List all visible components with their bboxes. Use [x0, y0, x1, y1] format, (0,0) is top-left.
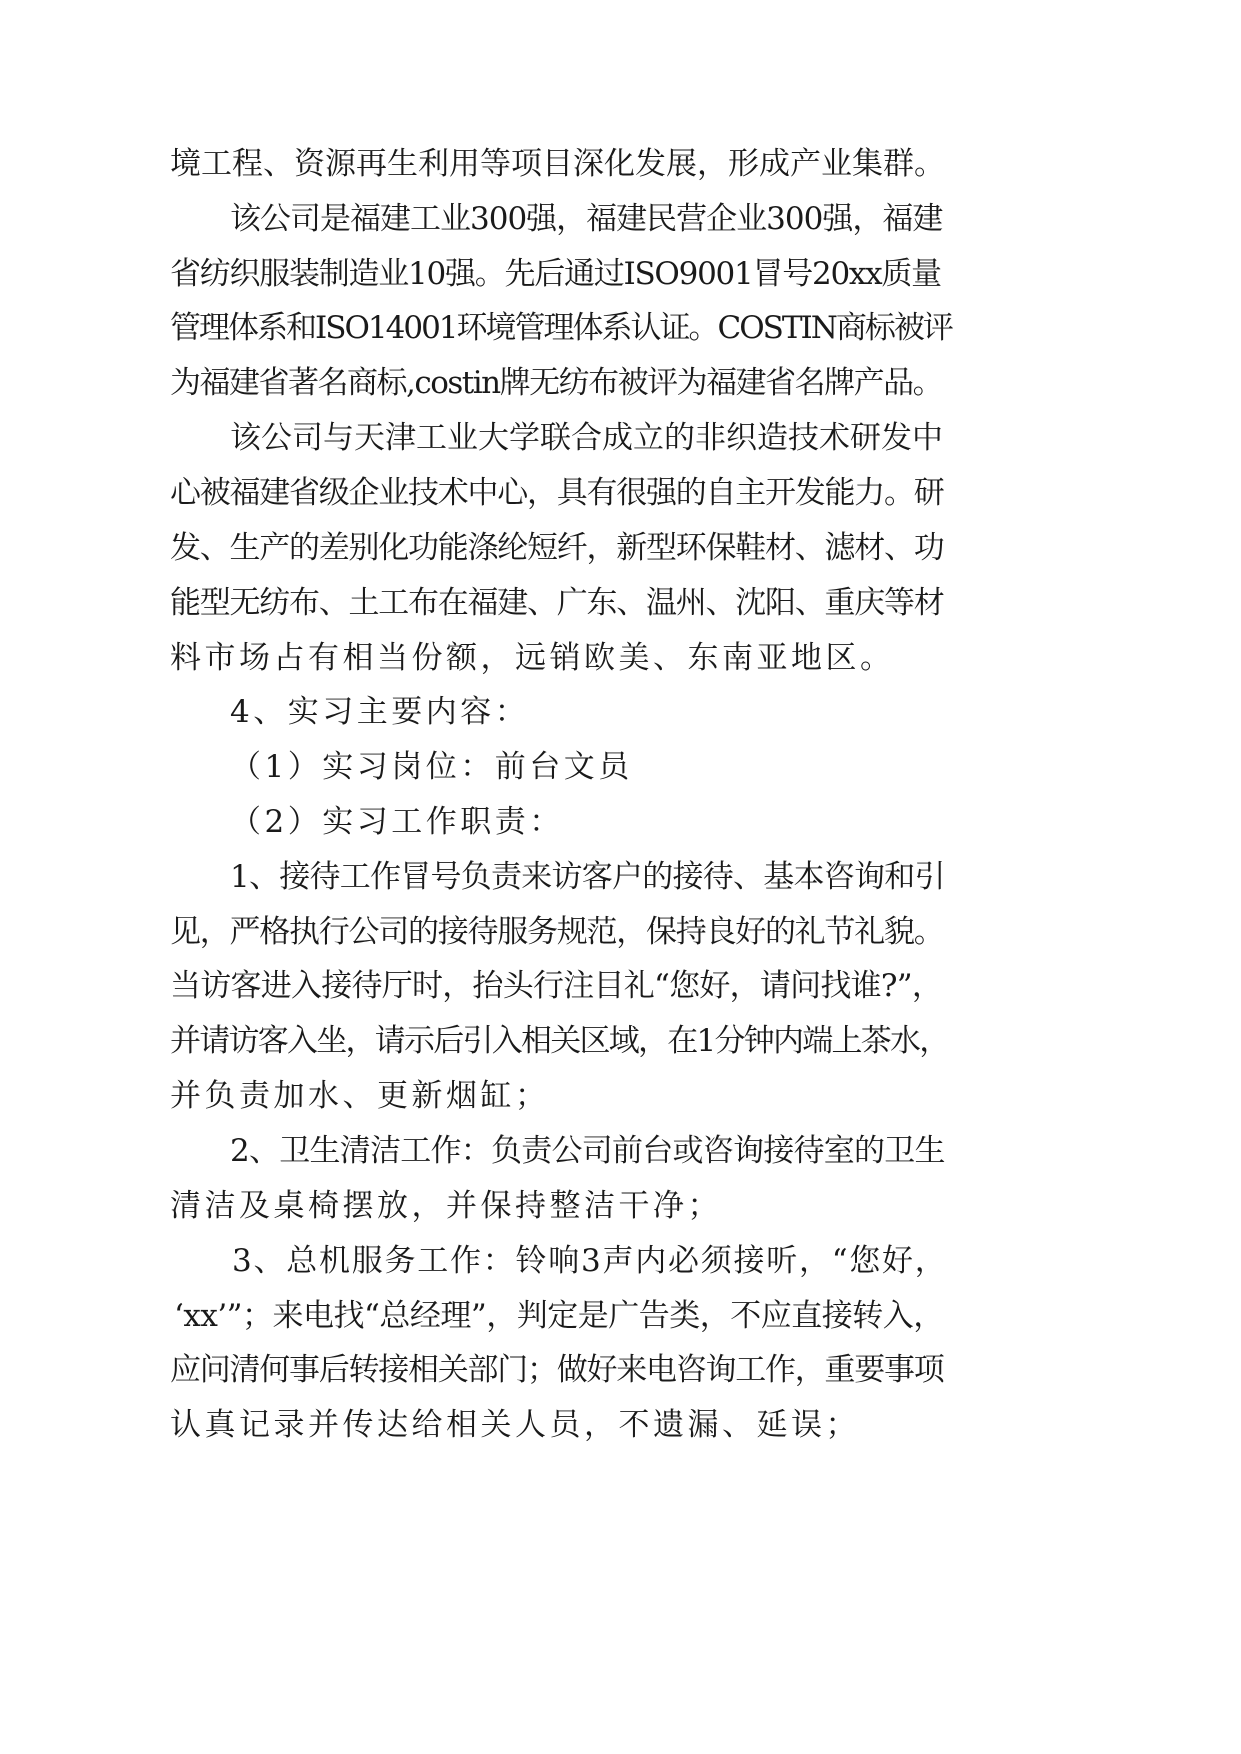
text-line: 能型无纺布、土工布在福建、广东、温州、沈阳、重庆等材 — [170, 585, 944, 621]
text-line: 境工程、资源再生利用等项目深化发展，形成产业集群。 — [170, 146, 945, 182]
text-line: 为福建省著名商标,costin牌无纺布被评为福建省名牌产品。 — [170, 365, 943, 401]
text-line: 1、接待工作冒号负责来访客户的接待、基本咨询和引 — [230, 859, 945, 895]
text-line: 省纺织服装制造业10强。先后通过ISO9001冒号20xx质量 — [170, 256, 941, 292]
text-line: 该公司是福建工业300强，福建民营企业300强，福建 — [230, 201, 943, 237]
text-line: 管理体系和ISO14001环境管理体系认证。COSTIN商标被评 — [170, 310, 952, 346]
text-line: 3、总机服务工作：铃响3声内必须接听，“您好， — [232, 1243, 948, 1279]
text-line: 应问清何事后转接相关部门；做好来电咨询工作，重要事项 — [170, 1352, 944, 1388]
text-line: 发、生产的差别化功能涤纶短纤，新型环保鞋材、滤材、功 — [170, 530, 944, 566]
text-line: 并请访客入坐，请示后引入相关区域，在1分钟内端上茶水， — [170, 1023, 949, 1059]
text-line: 心被福建省级企业技术中心，具有很强的自主开发能力。研 — [170, 475, 944, 511]
text-line: 该公司与天津工业大学联合成立的非织造技术研发中 — [230, 420, 943, 456]
text-line: ‘xx’”；来电找“总经理”，判定是广告类，不应直接转入， — [174, 1298, 944, 1334]
text-line: 当访客进入接待厅时，抬头行注目礼“您好，请问找谁?”， — [170, 968, 943, 1004]
text-line: 并负责加水、更新烟缸； — [170, 1078, 550, 1114]
text-line: 认真记录并传达给相关人员，不遗漏、延误； — [170, 1407, 860, 1443]
subsection-heading: （2）实习工作职责： — [230, 804, 564, 840]
text-line: 料市场占有相当份额，远销欧美、东南亚地区。 — [170, 640, 895, 676]
text-line: 见，严格执行公司的接待服务规范，保持良好的礼节礼貌。 — [170, 914, 944, 950]
text-line: 2、卫生清洁工作：负责公司前台或咨询接待室的卫生 — [230, 1133, 945, 1169]
text-line: 清洁及桌椅摆放，并保持整洁干净； — [170, 1188, 722, 1224]
subsection-heading: （1）实习岗位：前台文员 — [230, 749, 633, 785]
section-heading: 4、实习主要内容： — [230, 694, 530, 730]
